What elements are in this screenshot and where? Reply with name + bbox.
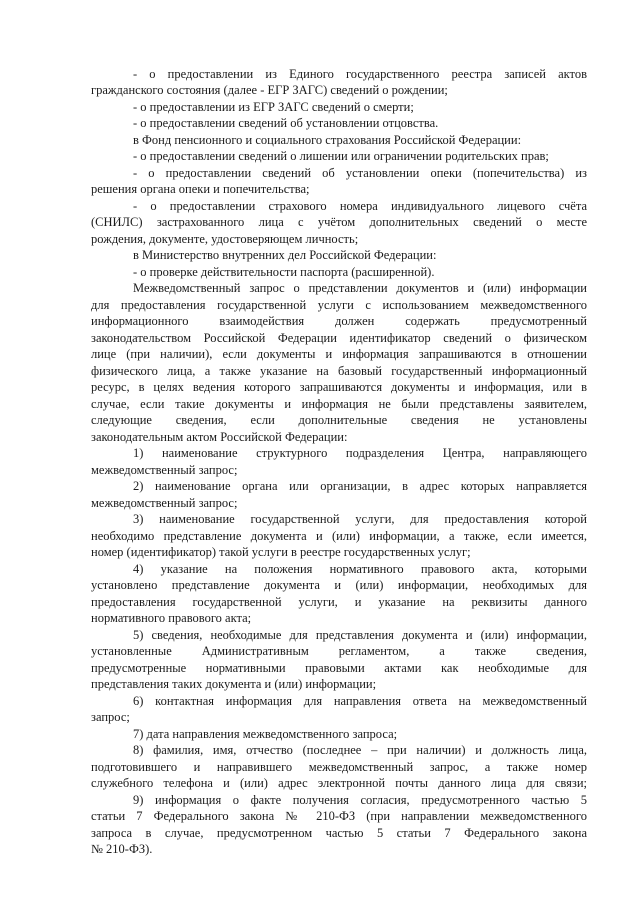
text-line: 1) наименование структурного подразделения Центра, направляющего xyxy=(133,446,587,460)
text-line: 6) контактная информация для направления ответа на межведомственный xyxy=(133,694,587,708)
text-line: 3) наименование государственной услуги, для предоставления которой xyxy=(133,512,587,526)
text-line: законодательством Российской Федерации идентификатор сведений о физическом xyxy=(91,331,587,345)
text-line: - о предоставлении сведений о лишении или ограничении родительских прав; xyxy=(133,149,549,163)
text-line: номер (идентификатор) такой услуги в реестре государственных услуг; xyxy=(91,545,471,559)
text-line: Межведомственный запрос о представлении документов и (или) информации xyxy=(133,281,587,295)
text-line: - о предоставлении из ЕГР ЗАГС сведений о смерти; xyxy=(133,100,414,114)
text-line: - о предоставлении страхового номера индивидуального лицевого счёта xyxy=(133,199,587,213)
text-line: - о предоставлении сведений об установлении опеки (попечительства) из xyxy=(133,166,587,180)
text-line: запроса в случае, предусмотренном частью 5 статьи 7 Федерального закона xyxy=(91,826,587,840)
text-line: 8) фамилия, имя, отчество (последнее – при наличии) и должность лица, xyxy=(133,743,587,757)
text-line: лице (при наличии), если документы и информация запрашиваются в отношении xyxy=(91,347,587,361)
text-line: необходимо представление документа и (или) информации, а также, если имеется, xyxy=(91,529,587,543)
text-line: - о предоставлении сведений об установлении отцовства. xyxy=(133,116,439,130)
text-line: - о предоставлении из Единого государственного реестра записей актов xyxy=(133,67,587,81)
text-line: нормативного правового акта; xyxy=(91,611,252,625)
text-line: законодательным актом Российской Федерации: xyxy=(91,430,348,444)
text-line: предусмотренные нормативными правовыми актами как необходимые для xyxy=(91,661,587,675)
text-line: запрос; xyxy=(91,710,130,724)
text-line: 4) указание на положения нормативного правового акта, которыми xyxy=(133,562,587,576)
text-line: представления таких документа и (или) информации; xyxy=(91,677,377,691)
text-line: в Министерство внутренних дел Российской Федерации: xyxy=(133,248,437,262)
text-line: 2) наименование органа или организации, в адрес которых направляется xyxy=(133,479,587,493)
text-line: 9) информация о факте получения согласия, предусмотренного частью 5 xyxy=(133,793,587,807)
text-line: решения органа опеки и попечительства; xyxy=(91,182,310,196)
text-line: случае, если такие документы и информация не были представлены заявителем, xyxy=(91,397,587,411)
text-line: - о проверке действительности паспорта (расширенной). xyxy=(133,265,435,279)
text-line: установлено представление документа и (или) информации, необходимых для xyxy=(91,578,587,592)
text-line: информационного взаимодействия должен содержать предусмотренный xyxy=(91,314,587,328)
text-line: межведомственный запрос; xyxy=(91,463,238,477)
text-line: 7) дата направления межведомственного запроса; xyxy=(133,727,398,741)
text-line: служебного телефона и (или) адрес электронной почты данного лица для связи; xyxy=(91,776,587,790)
text-line: № 210-ФЗ). xyxy=(91,842,153,856)
text-line: рождения, документе, удостоверяющем личность; xyxy=(91,232,359,246)
text-line: следующие сведения, если дополнительные сведения не установлены xyxy=(91,413,587,427)
text-line: 5) сведения, необходимые для представления документа и (или) информации, xyxy=(133,628,587,642)
text-line: подготовившего и направившего межведомственный запрос, а также номер xyxy=(91,760,587,774)
text-line: ресурс, в целях ведения которого запрашиваются документы и информация, или в xyxy=(91,380,587,394)
text-line: физического лица, а также указание на базовый государственный информационный xyxy=(91,364,587,378)
text-line: предоставления государственной услуги, и указание на реквизиты данного xyxy=(91,595,587,609)
text-line: для предоставления государственной услуги с использованием межведомственного xyxy=(91,298,587,312)
text-line: гражданского состояния (далее - ЕГР ЗАГС) сведений о рождении; xyxy=(91,83,448,97)
text-line: (СНИЛС) застрахованного лица с учётом дополнительных сведений о месте xyxy=(91,215,587,229)
text-line: межведомственный запрос; xyxy=(91,496,238,510)
text-line: установленные Административным регламентом, а также сведения, xyxy=(91,644,587,658)
text-line: в Фонд пенсионного и социального страхования Российской Федерации: xyxy=(133,133,522,147)
text-line: статьи 7 Федерального закона № 210-ФЗ (при направлении межведомственного xyxy=(91,809,587,823)
